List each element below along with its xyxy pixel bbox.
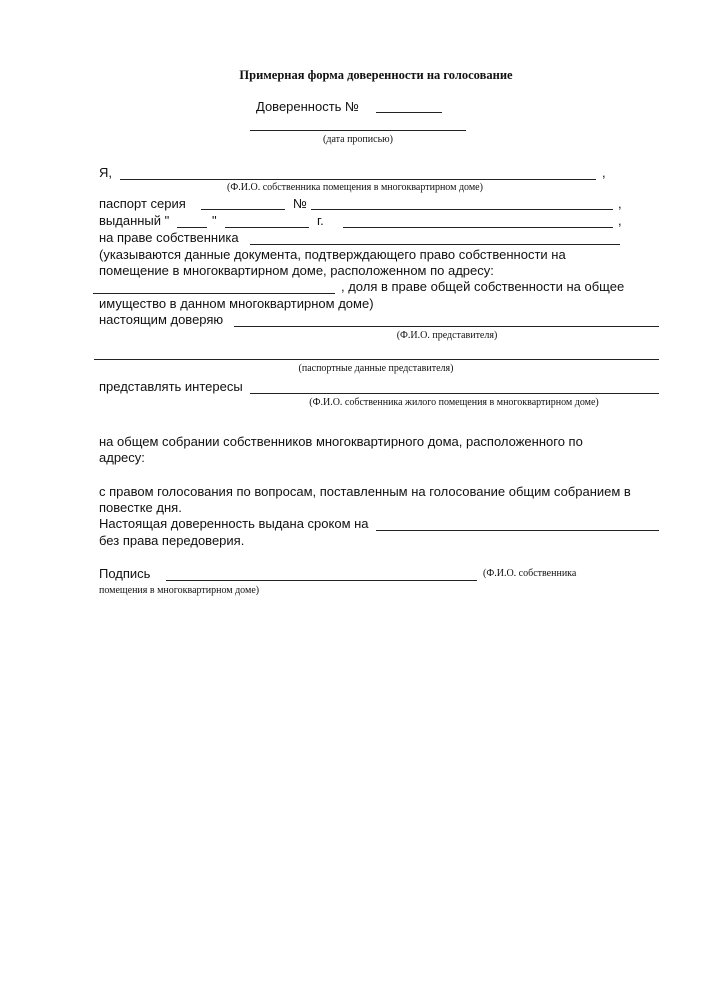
issued-label: выданный " — [99, 213, 170, 228]
comma-3: , — [618, 213, 622, 228]
issued-month-field[interactable] — [225, 227, 309, 228]
ownership-field[interactable] — [250, 244, 620, 245]
voting-line1: с правом голосования по вопросам, поставленным на голосование общим собранием в — [99, 484, 631, 499]
ya-label: Я, — [99, 165, 112, 180]
address-field[interactable] — [93, 293, 335, 294]
fio-owner-living-hint: (Ф.И.О. собственника жилого помещения в многоквартирном доме) — [309, 397, 599, 408]
doc-hint-line1: (указываются данные документа, подтверждающего право собственности на — [99, 247, 566, 262]
passport-data-hint: (паспортные данные представителя) — [298, 363, 454, 374]
date-field[interactable] — [250, 130, 466, 131]
hereby-entrust-label: настоящим доверяю — [99, 312, 224, 327]
signature-label: Подпись — [99, 566, 151, 581]
comma-1: , — [602, 165, 606, 180]
issued-day-field[interactable] — [177, 227, 207, 228]
doc-number-label: Доверенность № — [256, 99, 360, 114]
passport-number-sign: № — [293, 196, 307, 211]
fio-owner-hint: (Ф.И.О. собственника помещения в многоквартирном доме) — [227, 182, 483, 193]
comma-2: , — [618, 196, 622, 211]
signature-field[interactable] — [166, 580, 477, 581]
year-abbr: г. — [317, 213, 324, 228]
share-line2: имущество в данном многоквартирном доме) — [99, 296, 374, 311]
doc-hint-line2: помещение в многоквартирном доме, расположенном по адресу: — [99, 263, 494, 278]
passport-series-field[interactable] — [201, 209, 285, 210]
issued-by-field[interactable] — [343, 227, 613, 228]
issued-quote: " — [212, 213, 217, 228]
fio-rep-hint: (Ф.И.О. представителя) — [396, 330, 498, 341]
owner-name-field[interactable] — [120, 179, 596, 180]
no-redelegation: без права передоверия. — [99, 533, 245, 548]
voting-line2: повестке дня. — [99, 500, 182, 515]
doc-number-field[interactable] — [376, 112, 442, 113]
document-title: Примерная форма доверенности на голосование — [239, 68, 513, 82]
date-hint: (дата прописью) — [323, 134, 393, 145]
owner-living-name-field[interactable] — [250, 393, 659, 394]
meeting-line1: на общем собрании собственников многоквартирного дома, расположенного по — [99, 434, 583, 449]
meeting-line2: адресу: — [99, 450, 145, 465]
signature-hint-line1: (Ф.И.О. собственника — [483, 568, 577, 579]
ownership-right-label: на праве собственника — [99, 230, 239, 245]
passport-number-field[interactable] — [311, 209, 613, 210]
representative-passport-field[interactable] — [94, 359, 659, 360]
represent-interests-label: представлять интересы — [99, 379, 243, 394]
share-line1: , доля в праве общей собственности на общее — [341, 279, 625, 294]
representative-name-field[interactable] — [234, 326, 659, 327]
term-text: Настоящая доверенность выдана сроком на — [99, 516, 369, 531]
term-field[interactable] — [376, 530, 659, 531]
passport-series-label: паспорт серия — [99, 196, 186, 211]
signature-hint-line2: помещения в многоквартирном доме) — [99, 585, 260, 596]
